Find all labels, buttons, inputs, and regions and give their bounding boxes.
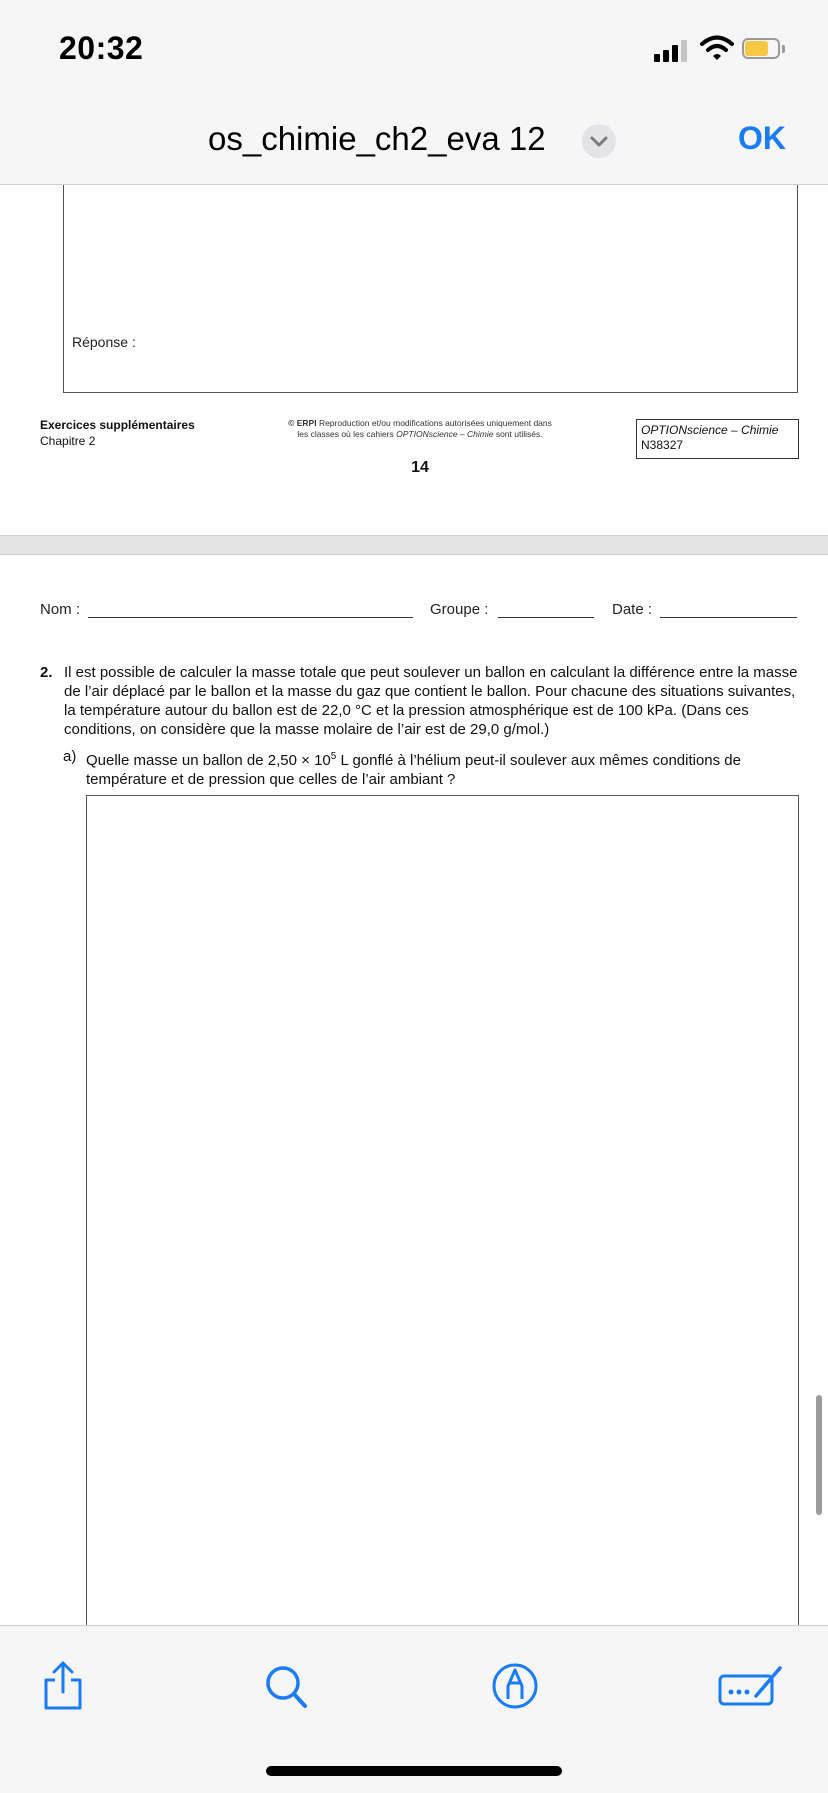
nom-label: Nom : <box>40 601 81 618</box>
copyright-text-2b: OPTIONscience – Chimie <box>396 429 494 439</box>
page-number: 14 <box>411 459 429 476</box>
footer-copyright <box>260 418 580 440</box>
footer-section-title: Exercices supplémentaires <box>40 418 195 432</box>
status-bar <box>0 0 828 100</box>
home-indicator[interactable] <box>266 1766 562 1776</box>
exponent: 5 <box>330 751 337 762</box>
title-menu-button[interactable] <box>582 124 616 158</box>
done-button[interactable]: OK <box>738 120 786 156</box>
answer-box-a <box>86 795 799 1625</box>
copyright-text-1: Reproduction et/ou modifications autorisées uniquement dans <box>316 418 552 428</box>
nom-line <box>88 617 413 618</box>
copyright-text-2c: sont utilisés. <box>493 429 543 439</box>
chevron-down-icon <box>582 124 616 158</box>
cellular-signal-icon <box>654 38 690 62</box>
answer-box <box>63 185 798 393</box>
pdf-document-view[interactable] <box>0 185 828 1625</box>
page-separator <box>0 535 828 555</box>
wifi-icon <box>700 34 734 62</box>
sub-question-label: a) <box>63 748 77 765</box>
product-title: OPTIONscience – Chimie <box>641 423 779 437</box>
groupe-line <box>498 617 594 618</box>
footer-product-box <box>636 419 799 459</box>
share-icon[interactable] <box>33 1656 93 1716</box>
nav-bar <box>0 100 828 185</box>
scroll-indicator[interactable] <box>816 1395 822 1515</box>
question-text: Il est possible de calculer la masse totale que peut soulever un ballon en calculant la différence entre la masse de l’air déplacé par le ballon et la masse du gaz que contient le ballon. Pour chacune des situations suivantes, la température autour du ballon est de 22,0 °C et la pression atmosphérique est de 100 kPa. (Dans ces conditions, on considère que la masse molaire de l’air est de 29,0 g/mol.) <box>64 664 798 738</box>
product-code: N38327 <box>641 438 684 452</box>
footer-left <box>40 417 195 449</box>
battery-icon <box>742 38 786 61</box>
question-number: 2. <box>40 664 53 681</box>
status-time: 20:32 <box>59 30 144 66</box>
answer-label: Réponse : <box>72 334 136 350</box>
document-title[interactable]: os_chimie_ch2_eva 12 <box>208 120 546 157</box>
markup-pen-icon[interactable] <box>485 1656 545 1716</box>
date-line <box>660 617 797 618</box>
footer-chapter: Chapitre 2 <box>40 434 96 448</box>
search-icon[interactable] <box>257 1656 317 1716</box>
copyright-text-2a: les classes où les cahiers <box>297 429 397 439</box>
signature-icon[interactable] <box>716 1656 786 1716</box>
date-label: Date : <box>612 601 653 618</box>
sub-question-text: Quelle masse un ballon de $2,50 \times 10^5$ L gonflé à l’hélium peut-il soulever aux mêmes conditions de température et de pression que celles de l’air ambiant ? <box>86 751 741 788</box>
copyright-brand: © ERPI <box>288 418 317 428</box>
groupe-label: Groupe : <box>430 601 489 618</box>
